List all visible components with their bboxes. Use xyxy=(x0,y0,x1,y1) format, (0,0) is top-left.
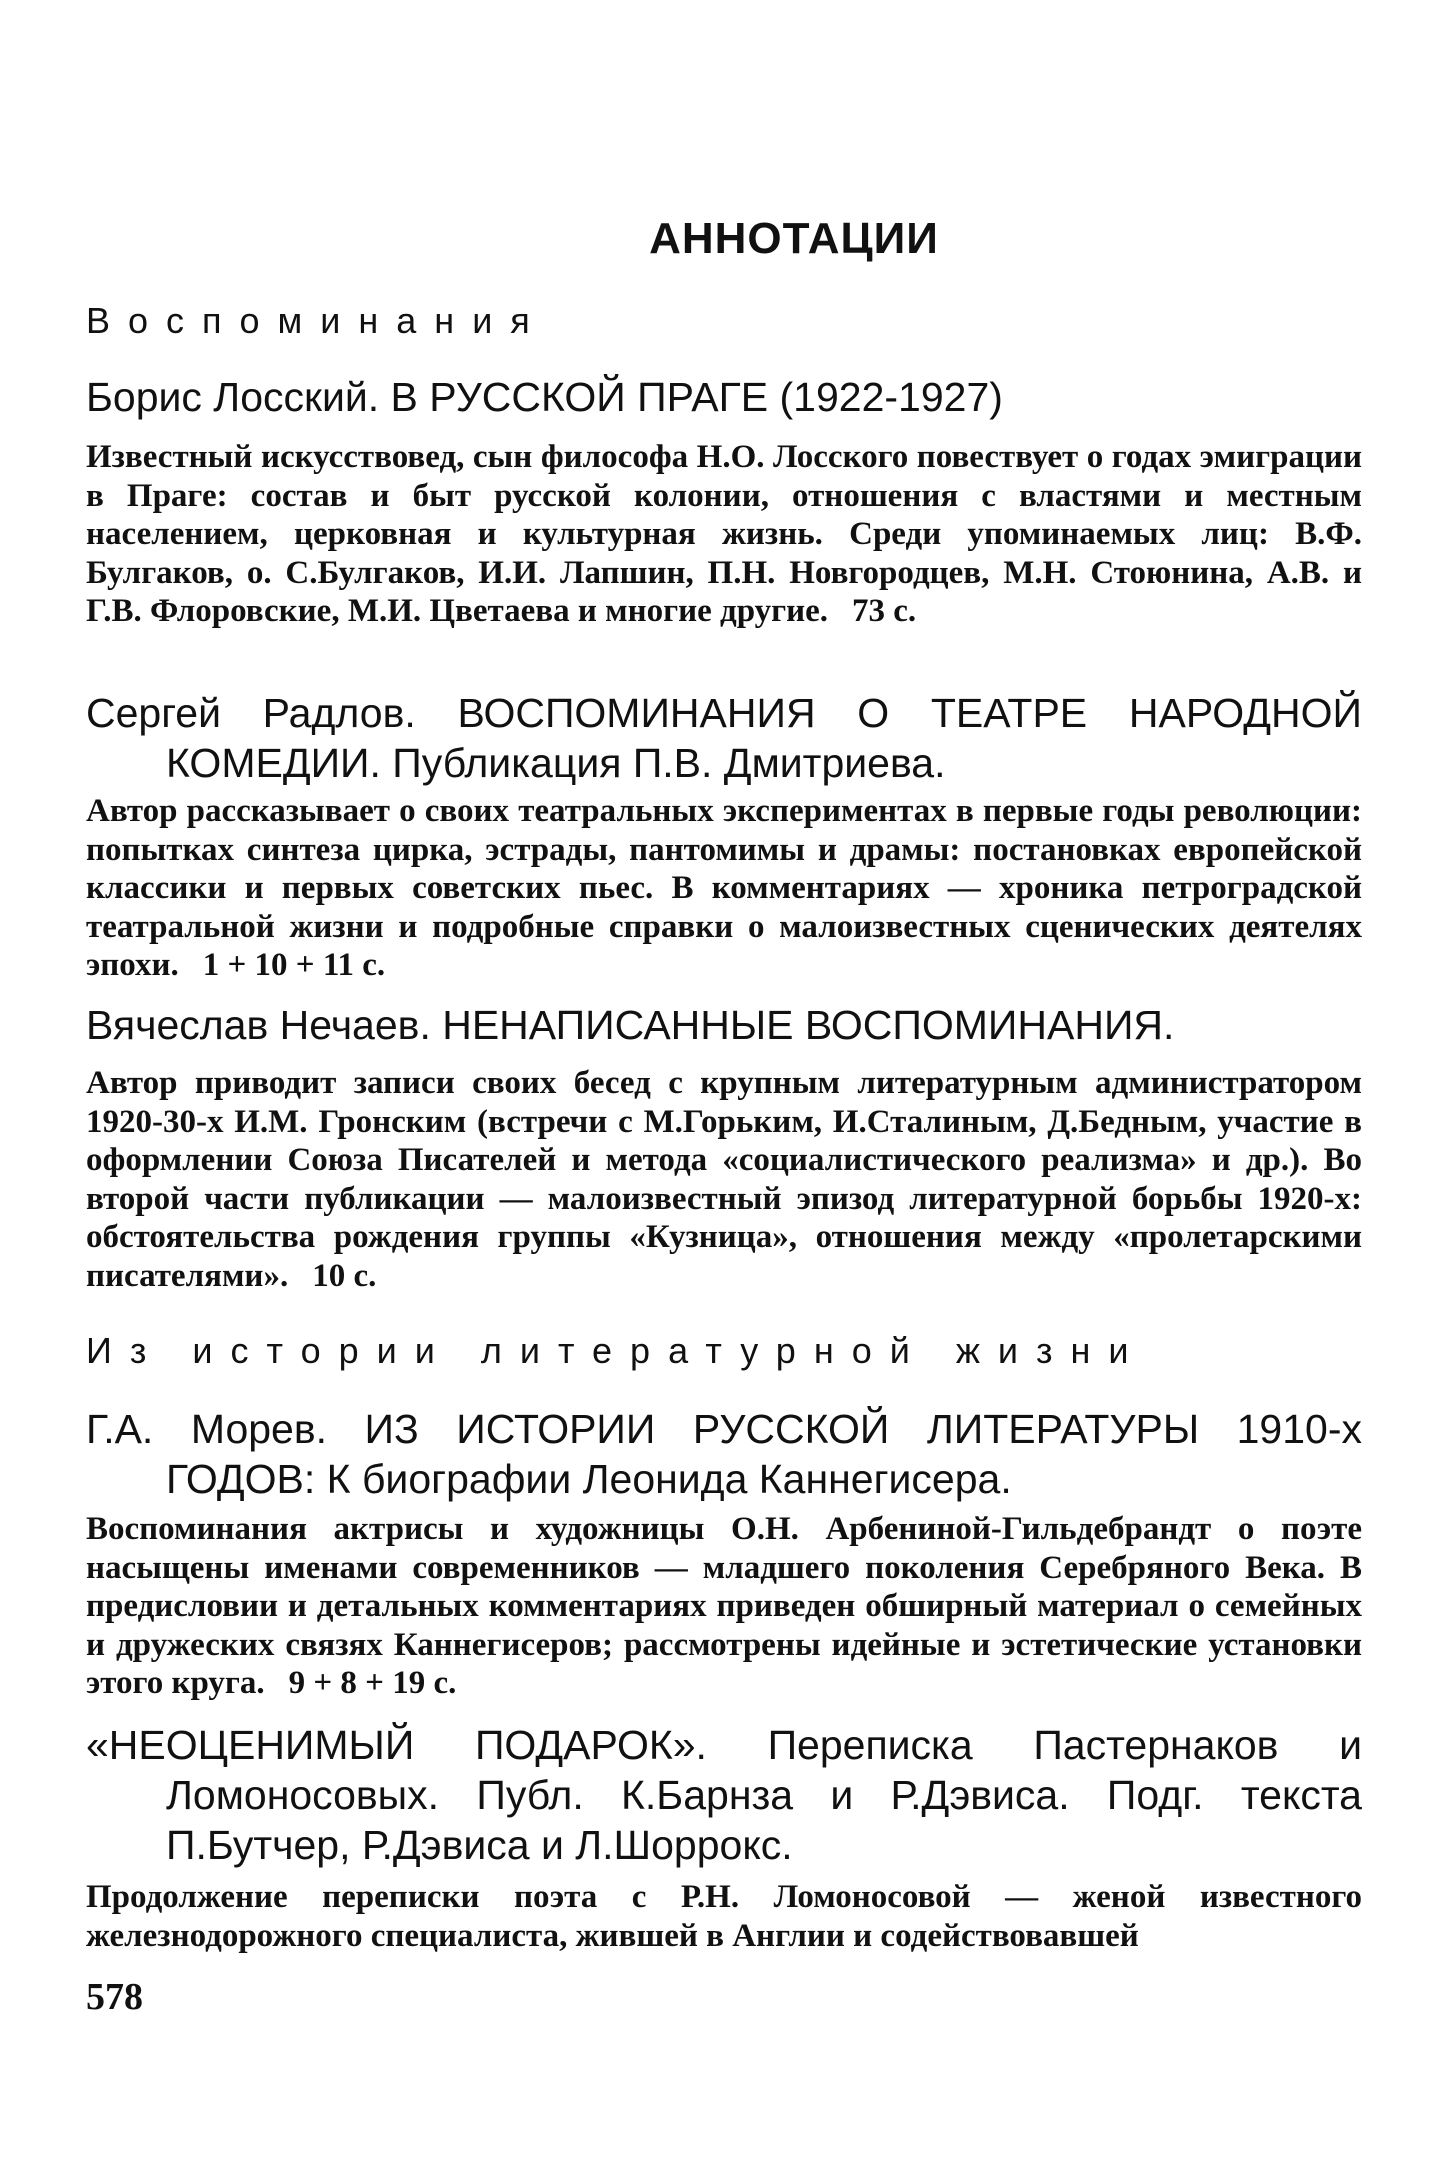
annotation-text: Продолжение переписки поэта с Р.Н. Ломоносовой — женой известного железнодорожного специалиста, жившей в Англии и содействовавшей xyxy=(86,1879,1362,1954)
page-number: 578 xyxy=(86,1976,143,2018)
page-count: 10 с. xyxy=(312,1257,377,1294)
page-count: 1 + 10 + 11 с. xyxy=(202,947,386,984)
document-page xyxy=(86,0,1362,2183)
entry-annotation xyxy=(86,438,1362,631)
page-count: 73 с. xyxy=(852,593,917,630)
annotation-text: Автор рассказывает о своих театральных экспериментах в первые годы революции: попытках синтеза цирка, эстрады, пантомимы и драмы: постановках европейской классики и первых советских пьес. В комментариях — хроника петроградской театральной жизни и подробные справки о малоизвестных сценических деятелях эпохи. xyxy=(86,793,1362,984)
entry-heading: «НЕОЦЕНИМЫЙ ПОДАРОК». Переписка Пастернаков и Ломоносовых. Публ. К.Барнза и Р.Дэвиса. Подг. текста П.Бутчер, Р.Дэвиса и Л.Шоррокс. xyxy=(86,1722,1362,1868)
section-heading: Воспоминания xyxy=(86,300,548,341)
entry-heading: Г.А. Морев. ИЗ ИСТОРИИ РУССКОЙ ЛИТЕРАТУРЫ 1910-х ГОДОВ: К биографии Леонида Каннегисера. xyxy=(86,1406,1362,1502)
page-title: АННОТАЦИИ xyxy=(649,214,939,263)
entry-annotation xyxy=(86,1064,1362,1296)
entry-heading: Борис Лосский. В РУССКОЙ ПРАГЕ (1922-1927) xyxy=(86,374,1003,420)
entry-heading: Вячеслав Нечаев. НЕНАПИСАННЫЕ ВОСПОМИНАНИЯ. xyxy=(86,1002,1175,1048)
page-count: 9 + 8 + 19 с. xyxy=(288,1665,457,1702)
entry-heading: Сергей Радлов. ВОСПОМИНАНИЯ О ТЕАТРЕ НАРОДНОЙ КОМЕДИИ. Публикация П.В. Дмитриева. xyxy=(86,690,1362,786)
entry-annotation xyxy=(86,792,1362,985)
annotation-text: Известный искусствовед, сын философа Н.О. Лосского повествует о годах эмиграции в Праге: состав и быт русской колонии, отношения с властями и местным населением, церковная и культурная жизнь. Среди упоминаемых лиц: В.Ф. Булгаков, о. С.Булгаков, И.И. Лапшин, П.Н. Новгородцев, М.Н. Стоюнина, А.В. и Г.В. Флоровские, М.И. Цветаева и многие другие. xyxy=(86,439,1362,630)
annotation-text: Автор приводит записи своих бесед с крупным литературным администратором 1920-30-х И.М. Гронским (встречи с М.Горьким, И.Сталиным, Д.Бедным, участие в оформлении Союза Писателей и метода «социалистического реализма» и др.). Во второй части публикации — малоизвестный эпизод литературной борьбы 1920-х: обстоятельства рождения группы «Кузница», отношения между «пролетарскими писателями». xyxy=(86,1065,1362,1294)
entry-annotation xyxy=(86,1510,1362,1703)
annotation-text: Воспоминания актрисы и художницы О.Н. Арбениной-Гильдебрандт о поэте насыщены именами современников — младшего поколения Серебряного Века. В предисловии и детальных комментариях приведен обширный материал о семейных и дружеских связях Каннегисеров; рассмотрены идейные и эстетические установки этого круга. xyxy=(86,1511,1362,1702)
section-heading: Из истории литературной жизни xyxy=(86,1330,1147,1371)
entry-annotation xyxy=(86,1878,1362,1955)
